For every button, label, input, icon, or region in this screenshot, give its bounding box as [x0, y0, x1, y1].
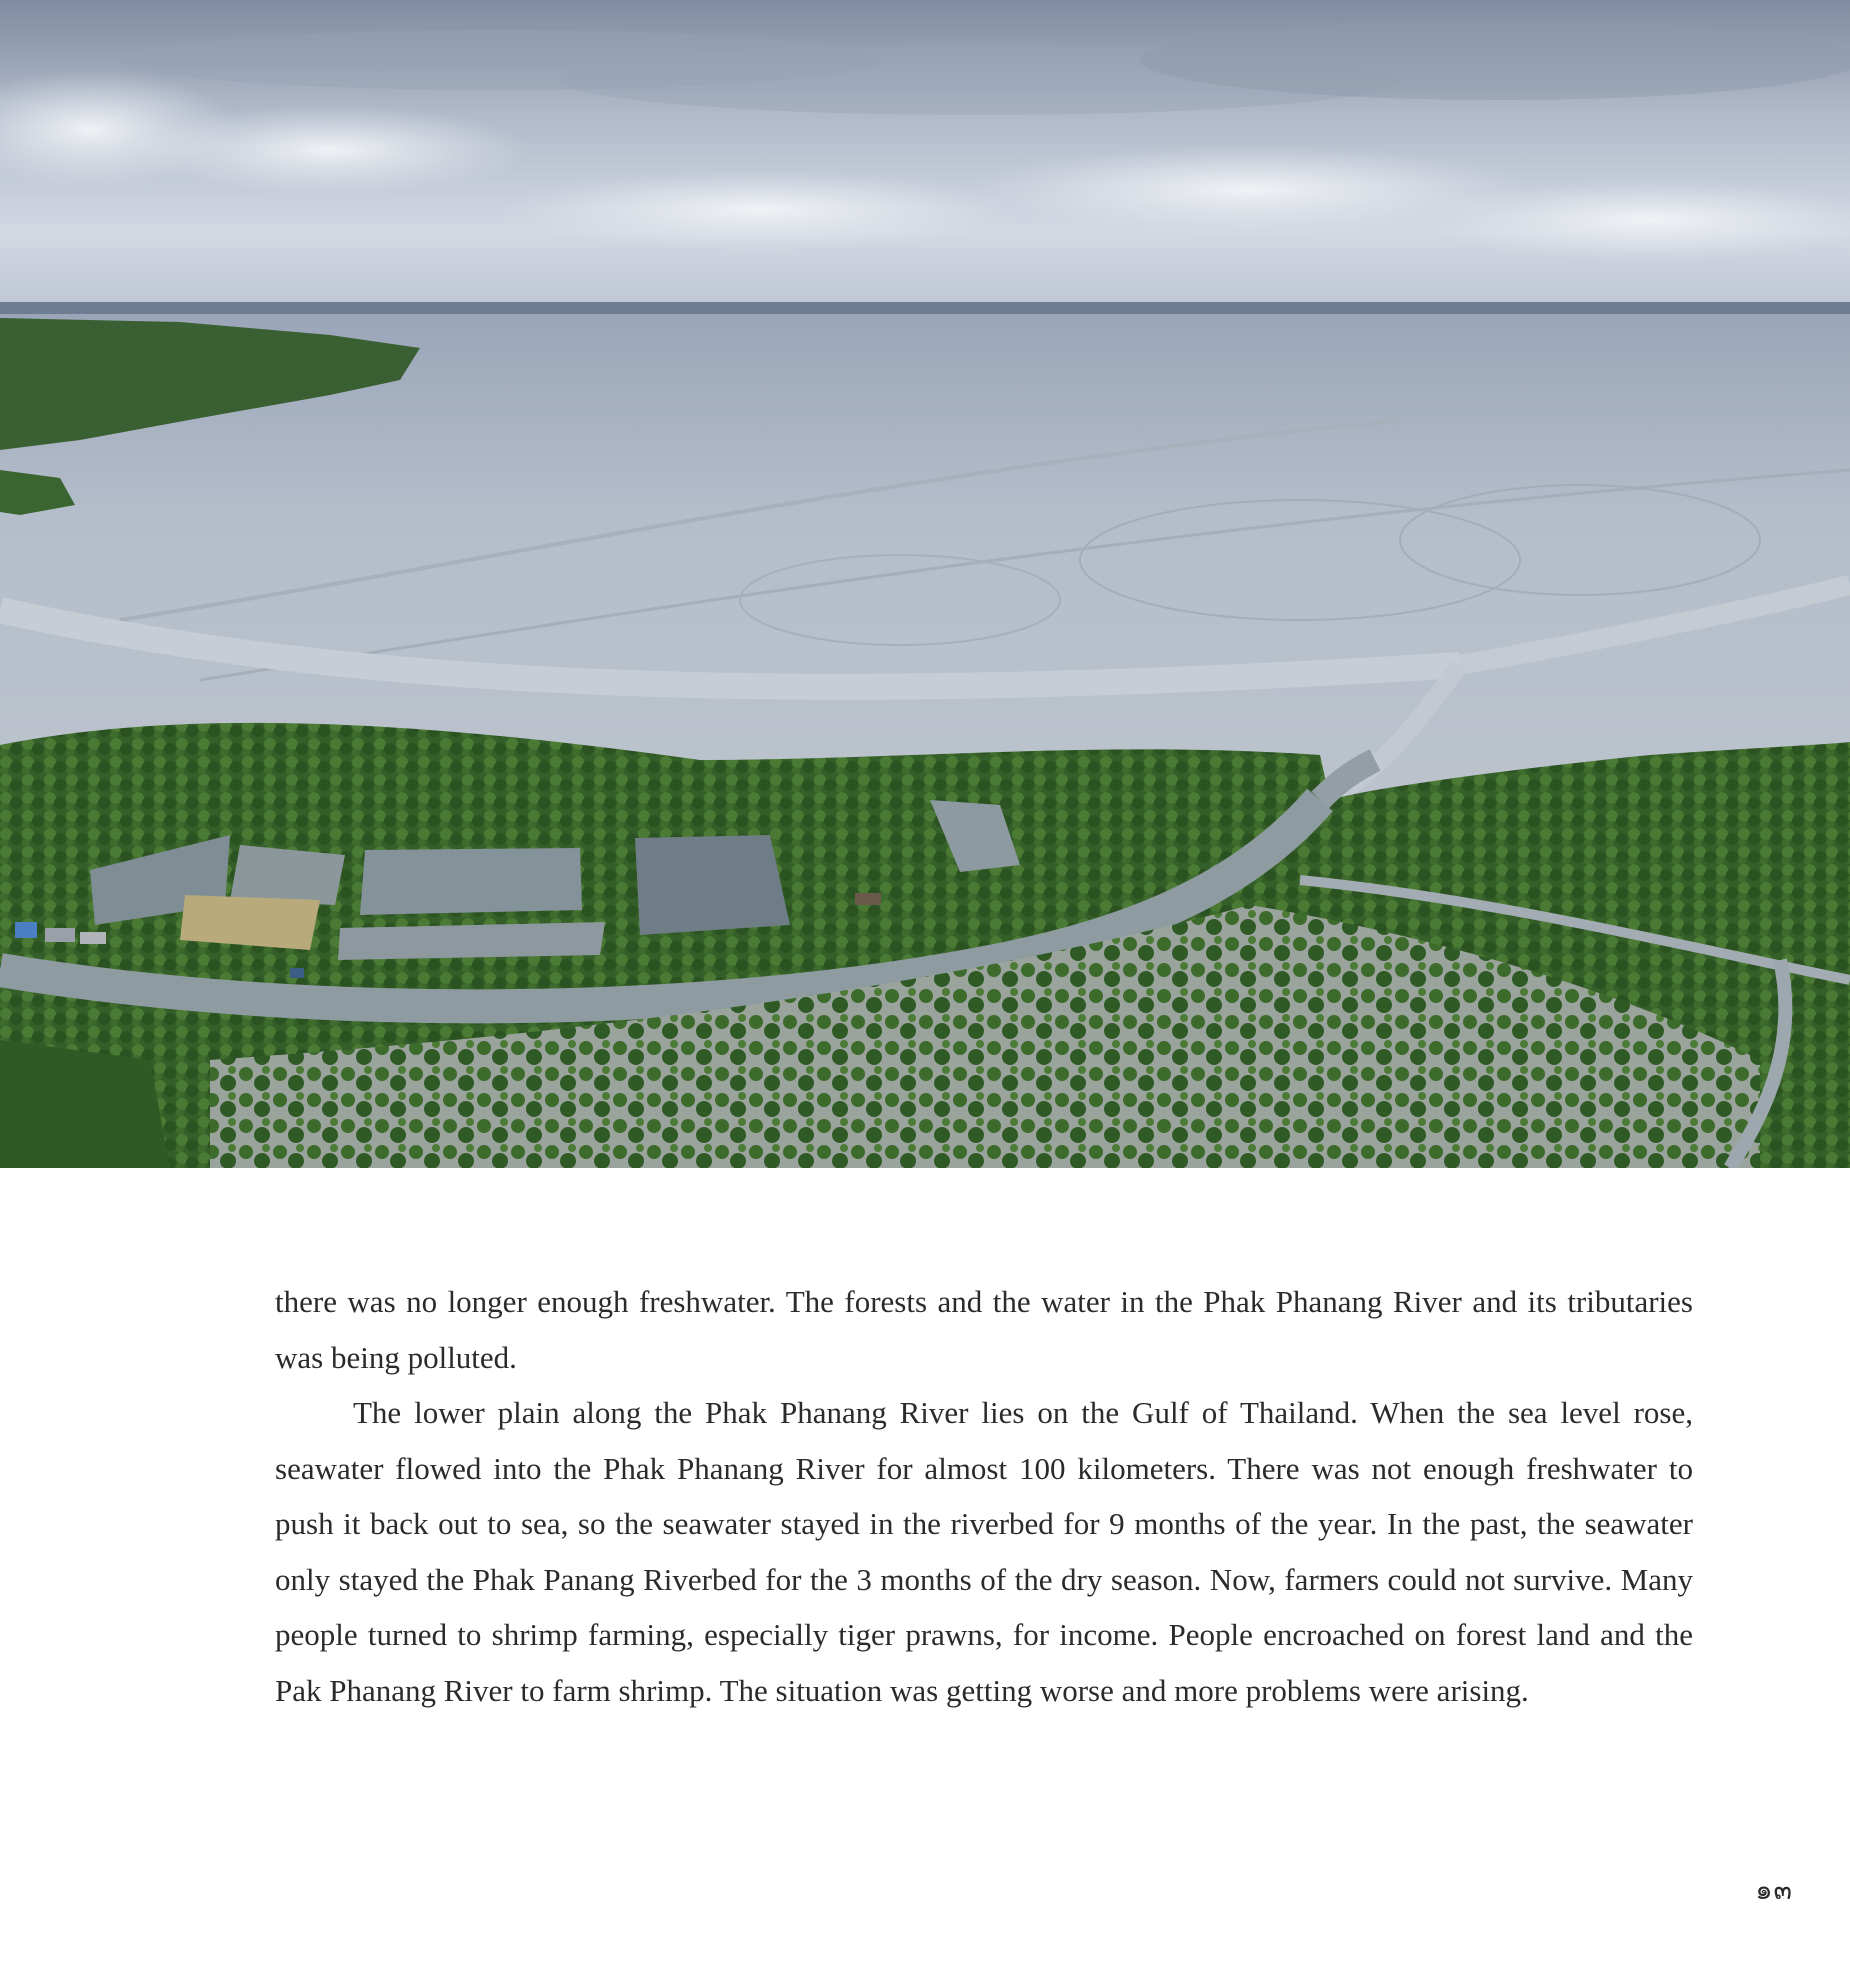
- page-number: ๑๓: [1755, 1875, 1793, 1906]
- paragraph-1: there was no longer enough freshwater. The forests and the water in the Phak Phanang River and its tributaries was being polluted.: [275, 1284, 1693, 1375]
- body-text: [275, 1274, 1693, 1718]
- paragraph-2: The lower plain along the Phak Phanang River lies on the Gulf of Thailand. When the sea level rose, seawater flowed into the Phak Phanang River for almost 100 kilometers. There was not enough freshwater to push it back out to sea, so the seawater stayed in the riverbed for 9 months of the year. In the past, the seawater only stayed the Phak Panang Riverbed for the 3 months of the dry season. Now, farmers could not survive. Many people turned to shrimp farming, especially tiger prawns, for income. People encroached on forest land and the Pak Phanang River to farm shrimp. The situation was getting worse and more problems were arising.: [275, 1395, 1693, 1708]
